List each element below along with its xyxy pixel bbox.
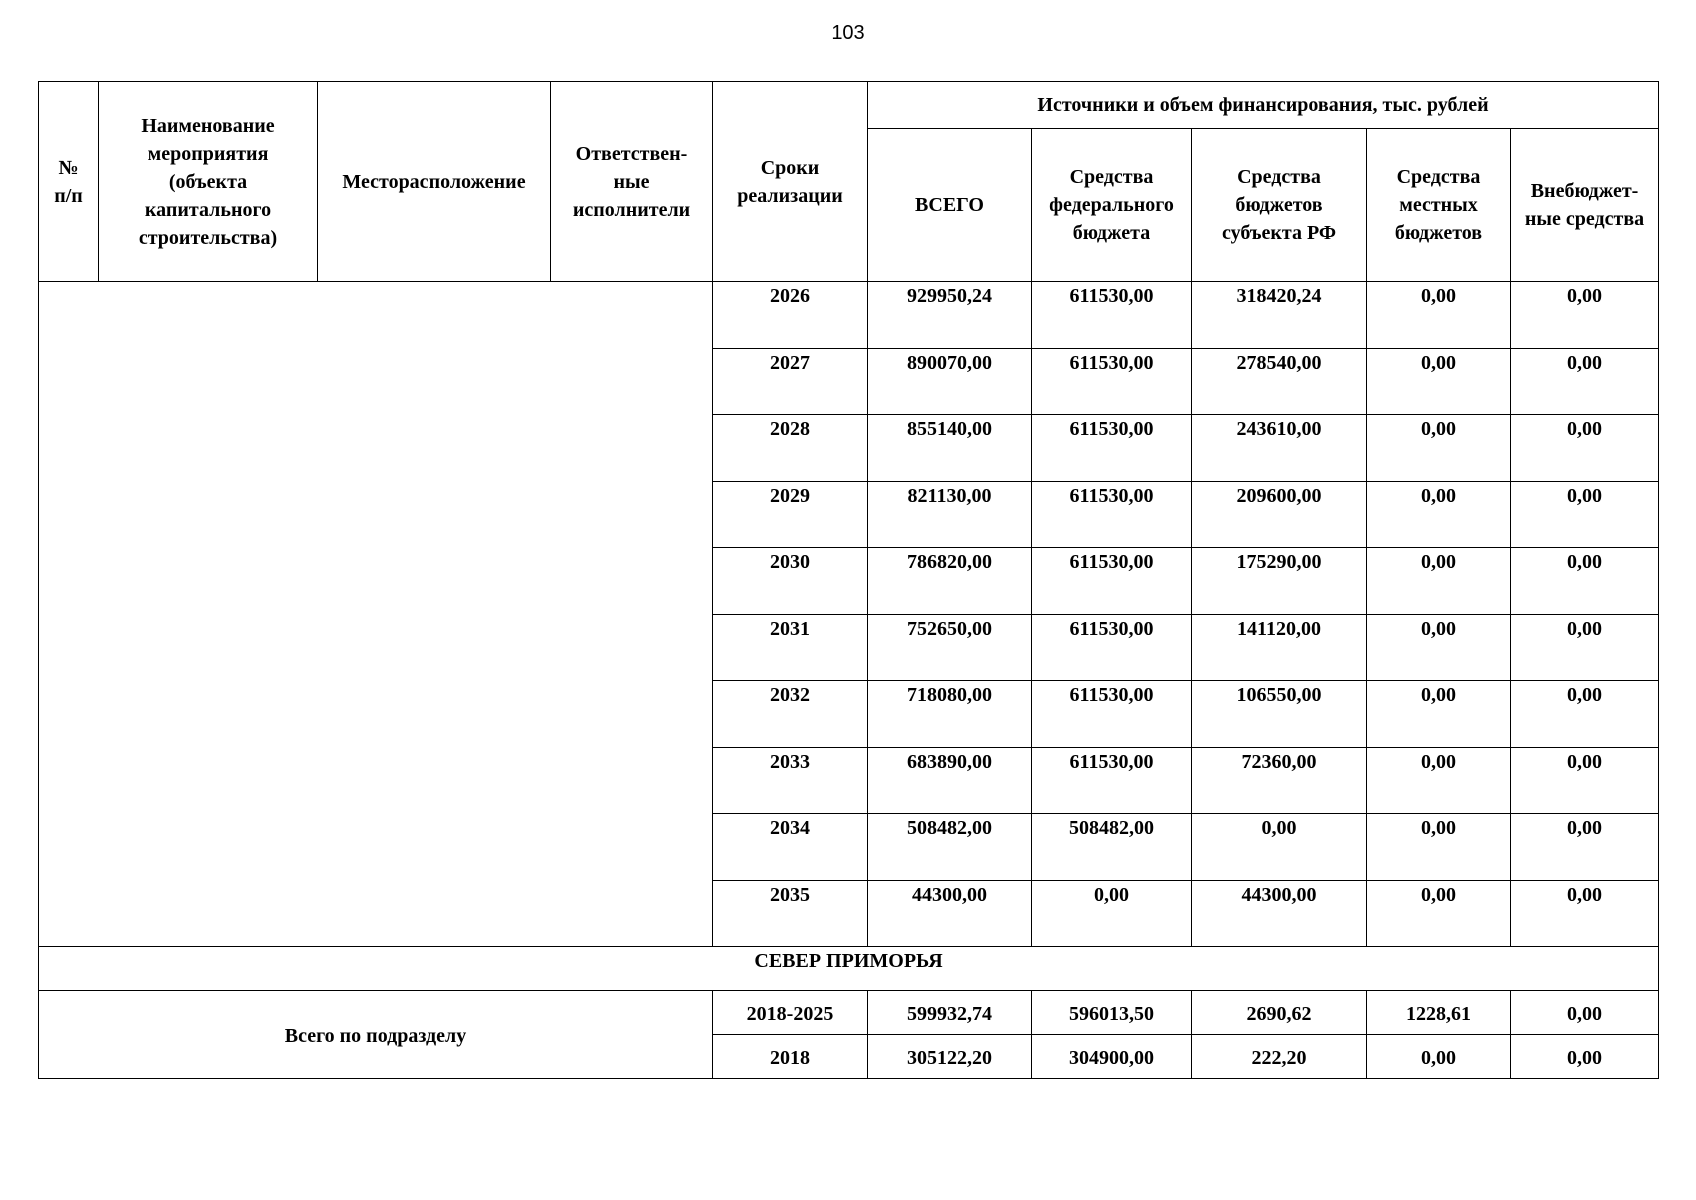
subtotal-total: 599932,74 bbox=[868, 991, 1032, 1035]
cell-total: 508482,00 bbox=[868, 814, 1032, 881]
subtotal-regional: 222,20 bbox=[1192, 1035, 1367, 1079]
table-row bbox=[39, 282, 1659, 349]
cell-local: 0,00 bbox=[1367, 814, 1511, 881]
cell-regional: 175290,00 bbox=[1192, 548, 1367, 615]
cell-federal: 611530,00 bbox=[1032, 415, 1192, 482]
cell-federal: 611530,00 bbox=[1032, 614, 1192, 681]
cell-local: 0,00 bbox=[1367, 348, 1511, 415]
cell-total: 683890,00 bbox=[868, 747, 1032, 814]
cell-extra: 0,00 bbox=[1511, 415, 1659, 482]
subtotal-federal: 304900,00 bbox=[1032, 1035, 1192, 1079]
header-regional: Средства бюджетов субъекта РФ bbox=[1192, 129, 1367, 282]
financing-table bbox=[38, 81, 1659, 1079]
cell-year: 2029 bbox=[713, 481, 868, 548]
header-sources: Источники и объем финансирования, тыс. рублей bbox=[868, 82, 1659, 129]
header-executors: Ответствен- ные исполнители bbox=[551, 82, 713, 282]
header-federal: Средства федерального бюджета bbox=[1032, 129, 1192, 282]
cell-regional: 44300,00 bbox=[1192, 880, 1367, 947]
header-extra: Внебюджет- ные средства bbox=[1511, 129, 1659, 282]
cell-regional: 72360,00 bbox=[1192, 747, 1367, 814]
cell-extra: 0,00 bbox=[1511, 681, 1659, 748]
cell-extra: 0,00 bbox=[1511, 548, 1659, 615]
cell-total: 929950,24 bbox=[868, 282, 1032, 349]
subtotal-row bbox=[39, 991, 1659, 1035]
cell-extra: 0,00 bbox=[1511, 880, 1659, 947]
subtotal-extra: 0,00 bbox=[1511, 991, 1659, 1035]
header-total: ВСЕГО bbox=[868, 129, 1032, 282]
cell-year: 2026 bbox=[713, 282, 868, 349]
cell-local: 0,00 bbox=[1367, 614, 1511, 681]
cell-local: 0,00 bbox=[1367, 880, 1511, 947]
subtotal-regional: 2690,62 bbox=[1192, 991, 1367, 1035]
cell-federal: 611530,00 bbox=[1032, 747, 1192, 814]
subtotal-year: 2018-2025 bbox=[713, 991, 868, 1035]
cell-extra: 0,00 bbox=[1511, 348, 1659, 415]
cell-local: 0,00 bbox=[1367, 481, 1511, 548]
cell-total: 855140,00 bbox=[868, 415, 1032, 482]
cell-extra: 0,00 bbox=[1511, 747, 1659, 814]
subtotal-label: Всего по подразделу bbox=[39, 991, 713, 1079]
cell-regional: 243610,00 bbox=[1192, 415, 1367, 482]
cell-extra: 0,00 bbox=[1511, 614, 1659, 681]
cell-year: 2033 bbox=[713, 747, 868, 814]
cell-federal: 611530,00 bbox=[1032, 481, 1192, 548]
subtotal-total: 305122,20 bbox=[868, 1035, 1032, 1079]
cell-total: 786820,00 bbox=[868, 548, 1032, 615]
cell-federal: 611530,00 bbox=[1032, 681, 1192, 748]
cell-regional: 0,00 bbox=[1192, 814, 1367, 881]
table-body bbox=[39, 282, 1659, 947]
cell-local: 0,00 bbox=[1367, 681, 1511, 748]
cell-regional: 209600,00 bbox=[1192, 481, 1367, 548]
section-title: СЕВЕР ПРИМОРЬЯ bbox=[39, 947, 1659, 991]
cell-year: 2032 bbox=[713, 681, 868, 748]
cell-regional: 141120,00 bbox=[1192, 614, 1367, 681]
subtotal-extra: 0,00 bbox=[1511, 1035, 1659, 1079]
subtotal-local: 0,00 bbox=[1367, 1035, 1511, 1079]
header-terms: Сроки реализации bbox=[713, 82, 868, 282]
cell-year: 2028 bbox=[713, 415, 868, 482]
header-location: Месторасположение bbox=[318, 82, 551, 282]
cell-local: 0,00 bbox=[1367, 548, 1511, 615]
cell-regional: 318420,24 bbox=[1192, 282, 1367, 349]
subtotal-local: 1228,61 bbox=[1367, 991, 1511, 1035]
cell-year: 2031 bbox=[713, 614, 868, 681]
cell-local: 0,00 bbox=[1367, 415, 1511, 482]
cell-total: 752650,00 bbox=[868, 614, 1032, 681]
cell-year: 2027 bbox=[713, 348, 868, 415]
cell-total: 44300,00 bbox=[868, 880, 1032, 947]
cell-year: 2035 bbox=[713, 880, 868, 947]
subtotal-year: 2018 bbox=[713, 1035, 868, 1079]
page-number: 103 bbox=[831, 22, 865, 44]
subtotal-federal: 596013,50 bbox=[1032, 991, 1192, 1035]
cell-regional: 106550,00 bbox=[1192, 681, 1367, 748]
cell-extra: 0,00 bbox=[1511, 282, 1659, 349]
cell-year: 2034 bbox=[713, 814, 868, 881]
cell-federal: 611530,00 bbox=[1032, 282, 1192, 349]
cell-extra: 0,00 bbox=[1511, 814, 1659, 881]
cell-federal: 611530,00 bbox=[1032, 348, 1192, 415]
cell-total: 718080,00 bbox=[868, 681, 1032, 748]
section-row bbox=[39, 947, 1659, 991]
cell-regional: 278540,00 bbox=[1192, 348, 1367, 415]
header-num: № п/п bbox=[39, 82, 99, 282]
cell-year: 2030 bbox=[713, 548, 868, 615]
header-name: Наименование мероприятия (объекта капитального строительства) bbox=[99, 82, 318, 282]
cell-federal: 0,00 bbox=[1032, 880, 1192, 947]
header-local: Средства местных бюджетов bbox=[1367, 129, 1511, 282]
cell-federal: 611530,00 bbox=[1032, 548, 1192, 615]
cell-local: 0,00 bbox=[1367, 282, 1511, 349]
cell-extra: 0,00 bbox=[1511, 481, 1659, 548]
cell-total: 821130,00 bbox=[868, 481, 1032, 548]
merged-empty-cell bbox=[39, 282, 713, 947]
header-row-1 bbox=[39, 82, 1659, 129]
cell-total: 890070,00 bbox=[868, 348, 1032, 415]
cell-federal: 508482,00 bbox=[1032, 814, 1192, 881]
cell-local: 0,00 bbox=[1367, 747, 1511, 814]
